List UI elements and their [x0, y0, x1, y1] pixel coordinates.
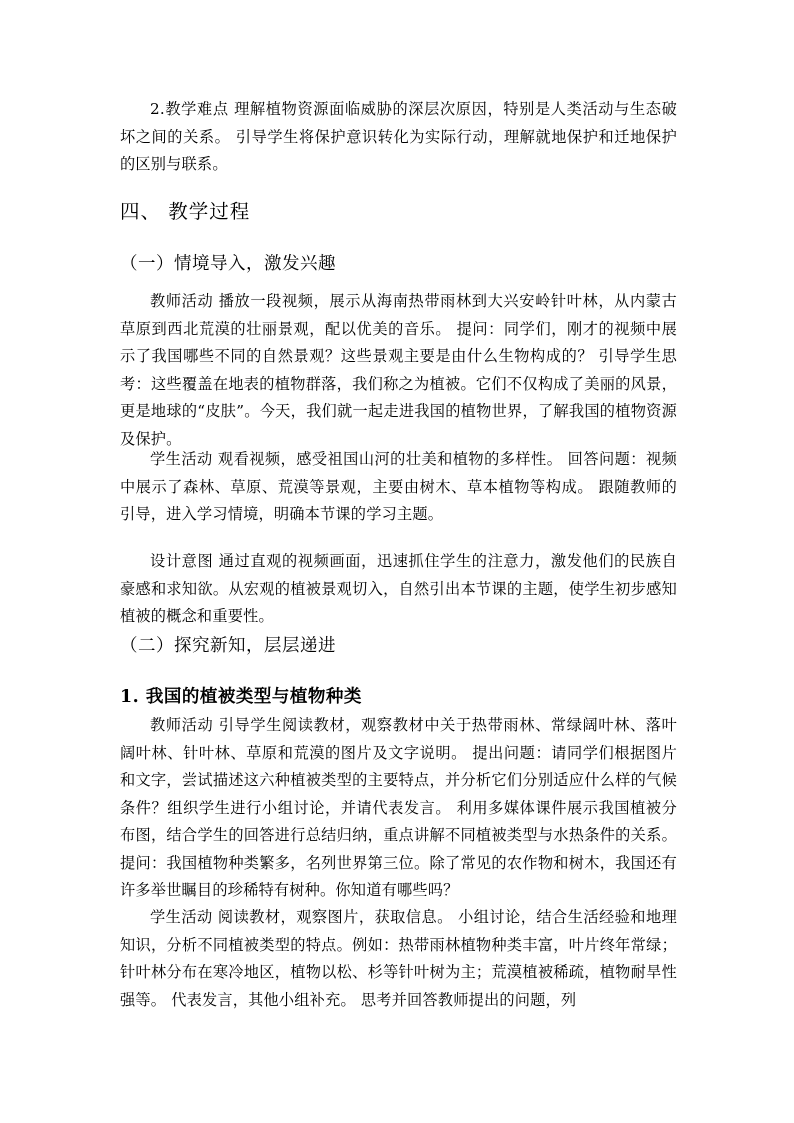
section-title-teaching-process: 四、 教学过程	[120, 200, 251, 223]
part-one-design-intent: 设计意图 通过直观的视频画面，迅速抓住学生的注意力，激发他们的民族自豪感和求知欲。从宏观的植被景观切入，自然引出本节课的主题，使学生初步感知植被的概念和重要性。	[120, 552, 677, 625]
part-one-student-activity: 学生活动 观看视频，感受祖国山河的壮美和植物的多样性。 回答问题：视频中展示了森林、草原、荒漠等景观，主要由树木、草本植物等构成。 跟随教师的引导，进入学习情境，明确本节课的学习主题。	[120, 450, 677, 523]
item-one-title: 1. 我国的植被类型与植物种类	[120, 687, 362, 707]
part-one-title: （一）情境导入，激发兴趣	[120, 254, 336, 274]
teaching-difficulty-paragraph: 2.教学难点 理解植物资源面临威胁的深层次原因，特别是人类活动与生态破坏之间的关系。 引导学生将保护意识转化为实际行动，理解就地保护和迁地保护的区别与联系。	[120, 100, 677, 173]
item-one-teacher-activity: 教师活动 引导学生阅读教材，观察教材中关于热带雨林、常绿阔叶林、落叶阔叶林、针叶林、草原和荒漠的图片及文字说明。 提出问题：请同学们根据图片和文字，尝试描述这六种植被类型的主要特点，并分析它们分别适应什么样的气候条件？组织学生进行小组讨论，并请代表发言。 利用多媒体课件展示我国植被分布图，结合学生的回答进行总结归纳，重点讲解不同植被类型与水热条件的关系。 提问：我国植物种类繁多，名列世界第三位。除了常见的农作物和树木，我国还有许多举世瞩目的珍稀特有树种。你知道有哪些吗？	[120, 716, 677, 899]
item-one-student-activity: 学生活动 阅读教材，观察图片，获取信息。 小组讨论，结合生活经验和地理知识，分析不同植被类型的特点。例如：热带雨林植物种类丰富，叶片终年常绿；针叶林分布在寒冷地区，植物以松、杉等针叶树为主；荒漠植被稀疏，植物耐旱性强等。 代表发言，其他小组补充。 思考并回答教师提出的问题，列	[120, 908, 677, 1009]
part-two-title: （二）探究新知，层层递进	[120, 636, 336, 656]
part-one-teacher-activity: 教师活动 播放一段视频，展示从海南热带雨林到大兴安岭针叶林，从内蒙古草原到西北荒漠的壮丽景观，配以优美的音乐。 提问：同学们，刚才的视频中展示了我国哪些不同的自然景观？这些景观主要是由什么生物构成的？ 引导学生思考：这些覆盖在地表的植物群落，我们称之为植被。它们不仅构成了美丽的风景，更是地球的“皮肤”。今天，我们就一起走进我国的植物世界，了解我国的植物资源及保护。	[120, 292, 677, 448]
